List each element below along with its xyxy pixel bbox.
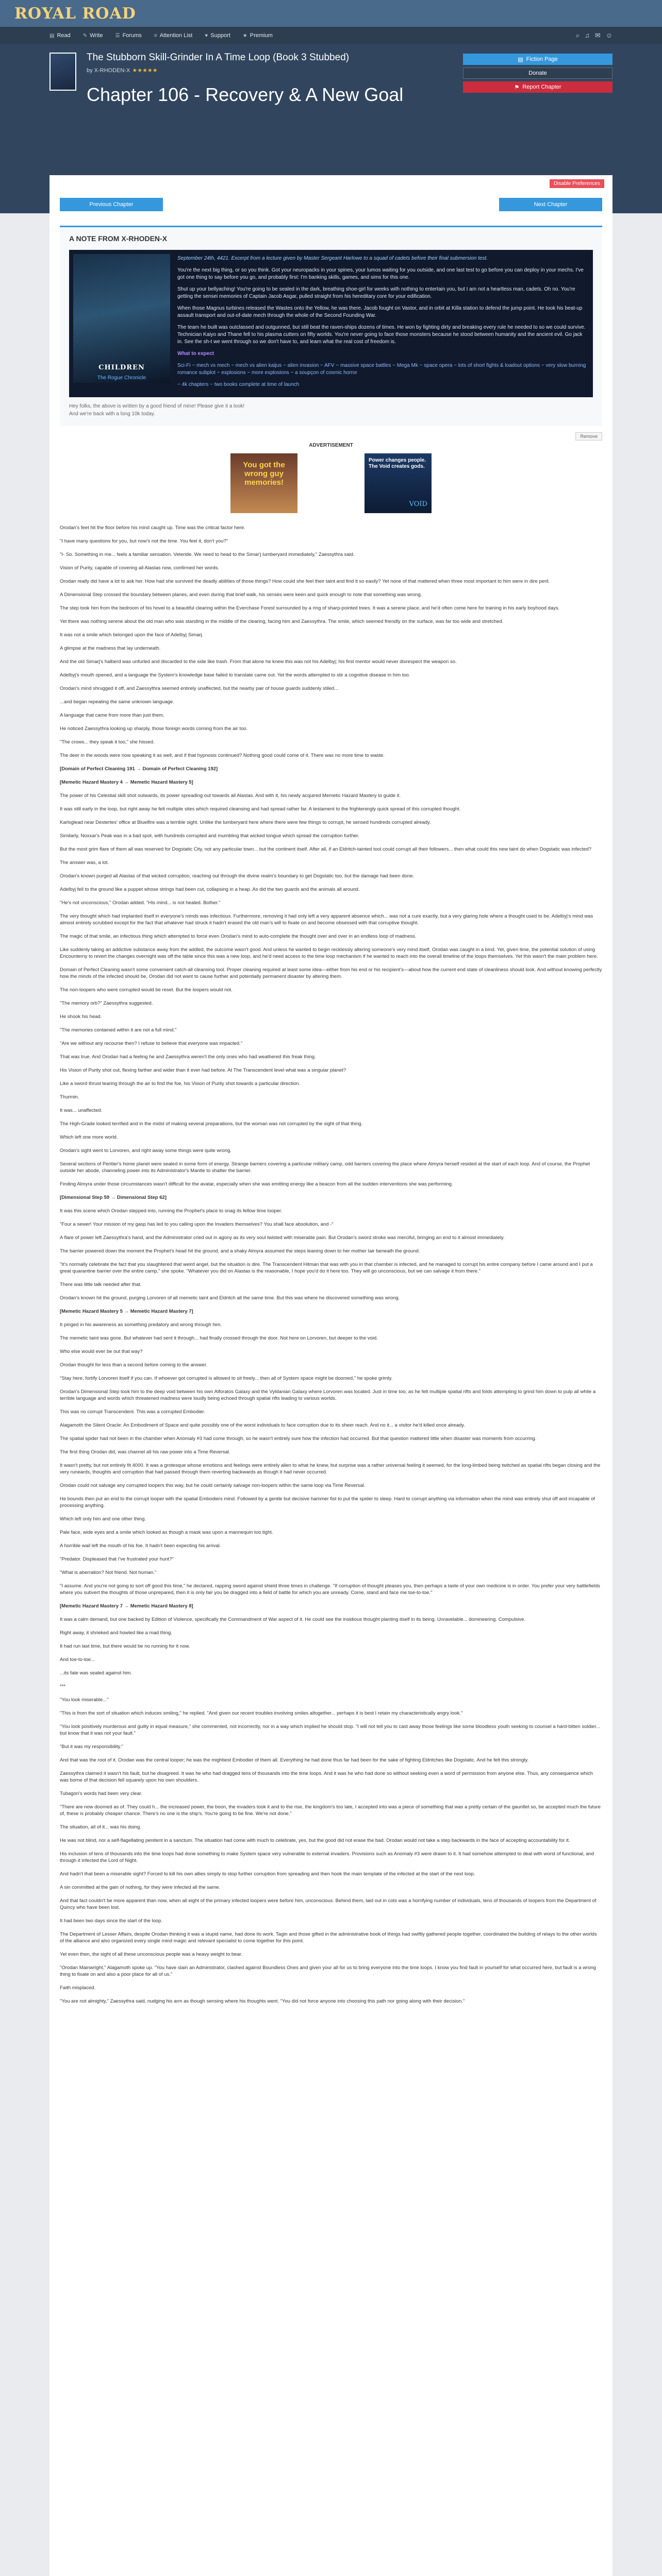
story-paragraph: Orodan's known purged all Alastas of that wicked corruption, reaching out through the divine realm's boundary to get Dogstatic too, but the damage had been done. [60,873,415,879]
story-paragraph: Orodan's mind shrugged it off, and Zaessythra seemed entirely unaffected, but the nearby pair of house guards suddenly stiled... [60,686,339,691]
star-icon: ★ [242,32,247,39]
story-paragraph: The memetic taint was gone. But whatever had sent it through... had finally crossed through the door. Not here on Lorvoren, but deeper to the void. [60,1335,378,1341]
story-paragraph: Right away, it shrieked and howled like a mad thing. [60,1630,172,1636]
story-paragraph: "Orodan Mainwright," Alagamoth spoke up. "You have slain an Administrator, clashed against Boundless Ones and given your all for us to bring everyone into the time loops. I know you find fault in yourself for what occurred here, but fault is a wrong thing to fixate on and also a poor place for all of us." [60,1965,597,1977]
story-paragraph: "I have many questions for you, but now's not the time. You feel it, don't you?" [60,538,228,544]
story-paragraph: Thurmin. [60,1094,79,1100]
story-paragraph: That was true. And Orodan had a feeling he and Zaessythra weren't the only ones who had weathered this freak thing. [60,1054,316,1060]
story-paragraph: But the most grim flare of them all was reserved for Dogstatic City, not any particular town... but the continent itself. After all, if an Eldritch-tainted tool could corrupt all their followers... then what could this new taint do when Dogstatic was infected? [60,846,592,852]
site-logo[interactable]: ROYAL ROAD [14,4,136,23]
story-paragraph: He noticed Zaessythra looking up sharply, those foreign words coming from the air too. [60,726,248,732]
story-paragraph: The first thing Orodan did, was channel all his raw power into a Time Reversal. [60,1449,230,1455]
nav-write[interactable]: ✎ Write [82,32,103,39]
story-paragraph: Orodan thought for less than a second before coming to the answer. [60,1362,208,1368]
chat-icon: ☰ [115,32,120,39]
fiction-page-button[interactable]: ▤ Fiction Page [463,54,613,65]
site-header [0,0,662,27]
story-paragraph: The Department of Lesser Affairs, despite Orodan thinking it was a stupid name, had done its work. Tagin and those gifted in the administrative book of things had swiftly gathered people together, coordinated the building of relays to the other worlds of the alliance and also organized every single mind magic and relevant specialist to come together for this point. [60,1931,597,1944]
main-nav [0,27,662,44]
chapter-content [49,175,613,2576]
story-paragraph: A Dimensional Step crossed the boundary between planes, and even during that brief walk, his senses were keen and quick enough to note that something was wrong. [60,592,422,598]
story-paragraph: It wasn't pretty, but not entirely fit 4000. It was a grotesque whose emotions and feelings were entirely alien to what he knew, but surprise was a rather universal feeling it seemed, for the long-limbed being twitched as spatial rifts began closing and the very runeards, thoughts and corruption that had passed through them reverting backwards as though it had never occurred. [60,1463,601,1475]
next-chapter-button[interactable]: Next Chapter [499,198,602,211]
story-paragraph: The power of his Celestial skill shot outwards, its power spreading out towards all Alastas. And with it, his newly acquired Memetic Hazard Mastery to guide it. [60,793,401,799]
story-paragraph: [Memetic Hazard Mastery 4 → Memetic Hazard Mastery 5] [60,779,193,785]
author-note: A NOTE FROM X-RHODEN-X CHILDREN The Rogue Chronicle September 24th, 4421. Excerpt from a lecture given by Master Sergeant Harlowe to a squad of cadets before their final submersion test. You're the next big thing, or so you think. Got your neuropacks in your spines, your lumos waiting for you outside, and one last test to go before you can deploy in your mechs. I've got one thing to say before you go, and probably first: I'm banking skills, games, and sims for this one. Shut up your bellyaching! You're going to be sealed in the dark, breathing shoe-girl for weeks with nothing to entertain you, but I am not a heartless man, cadets. Oh no. You're getting the sensei memories of Captain Jacob Asgar, pulled straight from his hereditary core for your edification. When those Magnus turbines released the Wastes onto the Yellow, he was there. Jacob fought on Vastor, and in orbit at Killa station to defend the jump point. He took his beat-up assault transport and out-of-date mech through the whole of the Second Founding War. The team he built was outclassed and outgunned, but still beat the raven-ships dozens of times. He won by fighting dirty and breaking every rule he needed to so we could survive. Technician Kaiyo and Thane fell to his plasma cutters on fifty worlds. You're never going to face those monsters because he stood between humanity and the ancient evil. Go jack in. See the sh-t we went through so we don't have to, and learn what the real cost of freedom is. What to expect Sci-Fi ~ mech vs mech ~ mech vs alien kaijus ~ alien invasion ~ AFV ~ massive space battles ~ Mega Mk ~ space opera ~ lots of short fights & loadout options ~ very slow burning romance subplot ~ explosions ~ more explosions ~ a soupçon of cosmic horror ~ 4k chapters ~ two books complete at time of launch Hey folks, the above is written by a good friend of mine! Please give it a look! And we're back with a long 10k today. [60,226,602,426]
story-paragraph: The spatial spider had not been in the chamber when Anomaly #3 had come through, so he wasn't entirely sure how the infection had occurred. But that question mattered little when disaster was moments from occurring. [60,1436,537,1442]
story-paragraph: [Domain of Perfect Cleaning 191 → Domain of Perfect Cleaning 192] [60,766,218,772]
story-paragraph: "You are not almighty," Zaessythra said, nudging his arm as though sensing where his thoughts went. "You did not force anyone into choosing this path nor going along with their decision." [60,1998,465,2004]
story-paragraph: ...its fate was sealed against him. [60,1670,132,1676]
donate-button[interactable]: Donate [463,67,613,79]
story-paragraph: He shook his head. [60,1014,102,1020]
story-paragraph: "The crows... they speak it too," she hissed. [60,739,155,745]
story-paragraph: This was no corrupt Transcendent. This was a corrupted Embodier. [60,1409,205,1415]
story-paragraph: Like suddenly taking an addictive substance away from the addled, the outcome wasn't good. And unless he wanted to begin recklessly altering someone's very mind itself, Orodan was caught in a bind. Yet, given time, the potential solution of using Encounterny to revert the changes overnight was off the table since this was a new loop, and he'd need access to the time loop mechanism if he wanted to reach into the overall timeline of the loops themselves. Yet this wasn't the main problem here. [60,947,598,959]
story-paragraph: Orodan really did have a lot to ask her. How had she survived the deadly abilities of those things? How could she feel their taint and find it so easily? Yet none of that mattered when three most important to him were in dire peril. [60,579,550,584]
story-paragraph: The answer was, a lot. [60,860,109,866]
story-paragraph: "I assume. And you're not going to sort off good this time," he declared, rapping sword against shield three times in challenge. "If corruption of thought pleases you, then perhaps a taste of your own medicine is in order. You prefer your very battlefields where you subvert the thoughts of those unprepared, then it is only fair you be dragged into a field of battle for which you are unready. Come, stand and face me toe-to-toe." [60,1583,600,1596]
story-paragraph: *** [60,1684,66,1689]
story-paragraph: Adelbyj's mouth opened, and a language the System's knowledge base failed to translate came out. Yet the words attempted to stir a cognitive disease in him too. [60,672,410,678]
story-paragraph: It was this scene which Orodan stepped into, running the Prophet's place to snag its fellow time looper. [60,1208,283,1214]
story-paragraph: Pale face, wide eyes and a smile which looked as though a mask was upon a mannequin too tight. [60,1530,273,1535]
story-paragraph: Which left one more world. [60,1134,118,1140]
nav-premium[interactable]: ★ Premium [242,32,273,39]
story-paragraph: Orodan's Dimensional Step took him to the deep void between his own Alforatos Galaxy and the Vyldanian Galaxy where Lorvoren was located. Just in time too, as he felt multiple spatial rifts and folds attempting to grind him down to pulp all while a terrible language and words which threatened madness were loudly being echoed through spatial rifts leading to various worlds. [60,1389,596,1401]
fiction-title[interactable]: The Stubborn Skill-Grinder In A Time Loop (Book 3 Stubbed) [87,52,350,63]
story-paragraph: The barrier powered down the moment the Prophet's head hit the ground, and a shaky Almyra assumed the steps leaning down to her mother Iair beneath the ground. [60,1248,420,1254]
advertisement-right[interactable]: Power changes people. The Void creates gods. VOID [365,453,432,513]
story-paragraph: "This is from the sort of situation which induces smiling," he replied. "And given our recent troubles involving smiles altogether... perhaps it is best I retain my characteristically angry look." [60,1710,463,1716]
nav-read[interactable]: ▤ Read [49,32,71,39]
mail-icon[interactable]: ✉ [594,31,601,39]
story-paragraph: It was... unaffected. [60,1108,103,1113]
story-paragraph: "You look miserable..." [60,1697,109,1703]
story-paragraph: It was not a smile which belonged upon the face of Adelbyj Simarj. [60,632,204,638]
story-paragraph: He was not blind, nor a self-flagellating penitent in a sanctum. The situation had come with much to celebrate, yes, but the good did not erase the bad. Orodan would not take a step backwards in the face of accepting accountability for it. [60,1838,570,1843]
story-paragraph: And toe-to-toe... [60,1657,95,1663]
chapter-text [49,513,613,2005]
book-cover-image[interactable]: CHILDREN The Rogue Chronicle [73,254,170,383]
fiction-cover[interactable] [49,53,76,91]
story-paragraph: "The memory orb?" Zaessythra suggested. [60,1001,153,1006]
story-paragraph: "He's not unconscious," Orodan added. "His mind... is not healed. Bother." [60,900,221,906]
story-paragraph: It was a calm demand, but one backed by Edition of Violence, specifically the Commandment of War aspect of it. He could see the insidious thought planting itself in its being. Unravelable... domineering. Compulsive. [60,1617,525,1622]
story-paragraph: "But it was my responsibility." [60,1744,123,1750]
story-paragraph: Karlsglead near Destertes' office at Bluelfire was a terrible sight. Unlike the lumberyard here where there were few things to corrupt, he sensed hundreds corrupted already. [60,820,431,825]
user-icon[interactable]: ☺ [605,31,613,39]
report-chapter-button[interactable]: ⚑ Report Chapter [463,81,613,93]
story-paragraph: Faith misplaced. [60,1985,96,1991]
story-paragraph: Orodan's known hit the ground, purging Lorvoren of all memetic taint and Eldritch all the same time. But this was where he discovered something was wrong. [60,1295,400,1301]
story-paragraph: Vision of Purity, capable of covering all Alastas now, confirmed her words. [60,565,220,571]
story-paragraph: Zaessythra claimed it wasn't his fault, but he disagreed. It was he who had dragged tens of thousands into the time loops. And it was he who had done so without seeking even a word of permission from anyone else. Thus, any consequence which was borne of that decision fell squarely upon his own shoulders. [60,1771,593,1783]
story-paragraph: It had been two days since the start of the loop. [60,1918,163,1924]
flag-icon: ⚑ [514,84,520,91]
story-paragraph: And that was the root of it. Orodan was the central looper; he was the mightiest Embodier of them all. Everything he had done thus far had been for the sake of fighting Eldritches like Dogstatic. And he felt this strongly. [60,1757,529,1763]
story-paragraph: [Memetic Hazard Mastery 5 → Memetic Hazard Mastery 7] [60,1309,193,1314]
search-icon[interactable]: ⌕ [575,31,580,39]
nav-support[interactable]: ♥ Support [205,32,230,39]
story-paragraph: And that fact couldn't be more apparent than now, when all eight of the primary infected loopers were before him, unconscious. Behind them, laid out in cots was a horrifying number of individuals, tens of thousands of loopers from the Department of Quincy who have been lost. [60,1898,597,1910]
story-paragraph: And the old Simarj's halberd was unfurled and discarded to the side like trash. From that alone he knew this was not his Adelbyj; his first mentor would never disrespect the weapon so. [60,659,457,665]
chapter-title: Chapter 106 - Recovery & A New Goal [87,84,404,105]
author-note-text: September 24th, 4421. Excerpt from a lecture given by Master Sergeant Harlowe to a squad of cadets before their final submersion test. You're the next big thing, or so you think. Got your neuropacks in your spines, your lumos waiting for you outside, and one last test to go before you can deploy in your mechs. I've got one thing to say before you go, and probably first: I'm banking skills, games, and sims for this one. Shut up your bellyaching! You're going to be sealed in the dark, breathing shoe-girl for weeks with nothing to entertain you, but I am not a heartless man, cadets. Oh no. You're getting the sensei memories of Captain Jacob Asgar, pulled straight from his hereditary core for your edification. When those Magnus turbines released the Wastes onto the Yellow, he was there. Jacob fought on Vastor, and in orbit at Killa station to defend the jump point. He took his beat-up assault transport and out-of-date mech through the whole of the Second Founding War. The team he built was outclassed and outgunned, but still beat the raven-ships dozens of times. He won by fighting dirty and breaking every rule he needed to so we could survive. Technician Kaiyo and Thane fell to his plasma cutters on fifty worlds. You're never going to face those monsters because he stood between humanity and the ancient evil. Go jack in. See the sh-t we went through so we don't have to, and learn what the real cost of freedom is. What to expect Sci-Fi ~ mech vs mech ~ mech vs alien kaijus ~ alien invasion ~ AFV ~ massive space battles ~ Mega Mk ~ space opera ~ lots of short fights & loadout options ~ very slow burning romance subplot ~ explosions ~ more explosions ~ a soupçon of cosmic horror ~ 4k chapters ~ two books complete at time of launch [177,256,586,387]
story-paragraph: "You look positively murderous and guilty in equal measure," she commented, not incorrectly, nor in a way which implied he should stop. "I will not tell you to cast away those feelings like some bloodless youth seeking to counsel a hard-bitten soldier... but know that it was not your fault." [60,1724,600,1736]
story-paragraph: ...and began repeating the same unknown language. [60,699,174,705]
story-paragraph: Finding Almyra under those circumstances wasn't difficult for the avatar, especially when she was emitting energy like a beacon from all the sudden interventions she was performing. [60,1181,453,1187]
story-paragraph: A language that came from more than just them. [60,713,164,718]
list-icon: ≡ [154,32,157,39]
story-paragraph: Orodan's sight went to Lorvoren, and right away some things were quite wrong. [60,1148,231,1154]
story-paragraph: Like a sword thrust tearing through the air to find the foe, his Vision of Purity shot towards a particular direction. [60,1081,301,1087]
story-paragraph: A glimpse at the madness that lay underneath. [60,646,161,651]
story-paragraph: The step took him from the bedroom of his hovel to a beautiful clearing within the Everchase Forest surrounded by a ring of sharp-pointed trees. It was a serene place, and he'd often come here for training in his early boyhood days. [60,605,560,611]
story-paragraph: "There are now doomed as of. They could h... the increased power, the boon, the invaders took it and to the rise, the kingdom's too late, I accepted into was a piece of something that was a pretty certain of the gauntlet so, be accepted much the future of, these is probably cheaper chance. There's no one is the ship's. You're going to be fine. We're not done." [60,1804,601,1817]
story-paragraph: The deer in the woods were now speaking it as well, and if that hypnosis continued? Nothing good could come of it. There was no more time to waste. [60,753,385,758]
story-paragraph: Alagamoth the Silent Oracle: An Embodiment of Space and quite possibly one of the worst individuals to face corruption due to its sheer reach. And no it... a visitor he'd killed once already. [60,1422,465,1428]
story-paragraph: Domain of Perfect Cleaning wasn't some convenient catch-all cleansing tool. Proper cleaning required at least some idea—either from his end or his recipient's—about how the current end state of cleanliness should look. And without knowing perfectly how the minds of the infected should be, Orodan did not want to cause further and potentially permanent disaster by altering them. [60,967,602,979]
story-paragraph: [Memetic Hazard Mastery 7 → Memetic Hazard Mastery 8] [60,1603,193,1609]
pencil-icon: ✎ [82,32,88,39]
story-paragraph: Orodan's feet hit the floor before his mind caught up. Time was the critical factor here. [60,525,245,531]
story-paragraph: A horrible wail left the mouth of his foe. It hadn't been expecting his arrival. [60,1543,221,1549]
story-paragraph: "Predator. Displeased that I've frustrated your hunt?" [60,1556,174,1562]
story-paragraph: His inclusion of tens of thousands into the time loops had done something to make System space very vulnerable to external invaders. Provisions such as Anomaly #3 were drawn to it. It had somehow attempted to deal with worst of functional, and through it infected the Lord of Night. [60,1851,594,1863]
story-paragraph: Yet even then, the sight of all these unconscious people was a heavy weight to bear. [60,1952,243,1957]
bell-icon[interactable]: ♫ [585,31,590,39]
story-paragraph: Orodan could not salvage any corrupted loopers this way, but he could certainly salvage non-loopers within the same loop via Time Reversal. [60,1483,366,1488]
story-paragraph: Adelbyj fell to the ground like a puppet whose strings had been cut, collapsing in a heap. As did the two guards and the animals all around. [60,887,360,892]
previous-chapter-button[interactable]: Previous Chapter [60,198,163,211]
story-paragraph: Tubagon's words had been very clear. [60,1791,142,1797]
story-paragraph: It pinged in his awareness as something predatory and wrong through him. [60,1322,222,1328]
nav-forums[interactable]: ☰ Forums [115,32,142,39]
story-paragraph: "I- So. Something in me... feels a familiar sensation. Veteride. We need to head to the Simar'j lumberyard immediately," Zaessythra said. [60,552,355,557]
story-paragraph: Several sections of Pentier's home planet were sealed in some form of energy. Strange barriers covering a particular military camp, odd barriers covering the place where Almyra herself resided at the start of each loop. And of course, the Prophet outside her abode, channeling power into its Administrator's Mantle to shatter the barrier. [60,1161,590,1174]
advertisement-label: ADVERTISEMENT [309,443,353,448]
story-paragraph: And hadn't that been a miserable sight? Forced to kill his own allies simply to stop further corruption from spreading and then hook the main template of the infected at the start of the next loop. [60,1871,475,1877]
preferences-badge[interactable]: Disable Preferences [550,179,604,188]
heart-icon: ♥ [205,32,208,39]
story-paragraph: "Four a sewer! Your mission of my gasp has led to you calling upon the Invaders themselves? You shall face absolution, and -" [60,1222,334,1227]
nav-attention-list[interactable]: ≡ Attention List [154,32,193,39]
story-paragraph: Which left only him and one other thing. [60,1516,146,1522]
story-paragraph: It had run last time, but there would be no running for it now. [60,1643,190,1649]
story-paragraph: Yet there was nothing serene about the old man who was standing in the middle of the clearing, facing him and Zaessythra. The smile, which seemed friendly on the surface, was far too wide and stretched. [60,619,504,624]
book-icon: ▤ [49,32,55,39]
story-paragraph: A sin committed at the gain of nothing, for they were infected all the same. [60,1885,221,1890]
author-note-title: A NOTE FROM X-RHODEN-X [69,234,168,243]
story-paragraph: "It's normally celebrate the fact that you slaughtered that weird angel, but the situation is dire. The Transcendent Hitman that was with you in that chamber is infected, and he managed to corrupt his entire company before I came around and I put a great quarantine barrier over the entire camp," she spoke. "Whatever you did on Alastas is the reasonable, I hope you'd do it here too. They will go unconscious, but we can salvage it from there." [60,1262,593,1274]
story-paragraph: The situation, all of it... was his doing. [60,1824,141,1830]
story-paragraph: "The memories contained within it are not a full mind." [60,1027,177,1033]
story-paragraph: His Vision of Purity shot out, flexing farther and wider than it ever had before. At The Transcendent level what was a singular planet? [60,1067,346,1073]
story-paragraph: The very thought which had implanted itself in everyone's minds was infectious. Furthermore, removing it had only left a very apparent absence which... was not a cure exactly, but a very glaring hole where a thought used to be. Adelbyj's mind was almost entirely scrubbed except for the fact that whatever had struck it hadn't erased the old man's will to fixate on and become obsessed with that corruptive thought. [60,913,593,926]
advertisement-left[interactable]: You got the wrong guy memories! [230,453,297,513]
story-paragraph: A flare of power left Zaessythra's hand, and the Administrator cried out in agony as its very soul twisted with miserable pain. But Orodan's sword stroke was merciful, bringing an end to it almost immediately. [60,1235,505,1241]
rating-stars-icon: ★★★★★ [132,67,158,74]
story-paragraph: Similarly, Noxxar's Peak was in a bad spot, with hundreds corrupted and mumbling that wicked tongue which spread the corruption further. [60,833,359,839]
story-paragraph: There was little talk needed after that. [60,1282,142,1287]
story-paragraph: "Stay here, fortify Lorvoren itself if you can. If whoever got corrupted is allowed to sit freely... then all of System space might be doomed," he spoke grimly. [60,1376,393,1381]
story-paragraph: The magic of that smile, an infectious thing which attempted to force even Orodan's mind to auto-complete the thought over and over in an endless loop of madness. [60,934,417,939]
book-icon: ▤ [518,56,523,63]
remove-ads-button[interactable]: Remove [575,432,602,440]
story-paragraph: He bounds then put an end to the corrupt looper with the spatial Embodiers mind. Followed by a gentle but decisive hammer fist to put the spider to sleep. Hard to corrupt anything via information when the mind was entirely shut off and incapable of processing anything. [60,1496,595,1509]
story-paragraph: Who else would ever be out that way? [60,1349,143,1354]
story-paragraph: It was still early in the loop, but right away he felt multiple sites which required cleansing and had spread rather far. A testament to the frighteningly quick spread of this corrupted thought. [60,806,461,812]
story-paragraph: "What is aberration? Not friend. Not human." [60,1570,157,1575]
story-paragraph: The High-Grade looked terrified and in the midst of making several preparations, but the woman was not corrupted by the sight of that thing. [60,1121,363,1127]
story-paragraph: [Dimensional Step 59 → Dimensional Step 62] [60,1195,167,1200]
story-paragraph: The non-loopers who were corrupted would be reset. But the loopers would not. [60,987,233,993]
story-paragraph: "Are we without any recourse then? I refuse to believe that everyone was impacted." [60,1041,243,1046]
fiction-author: by X-RHODEN-X ★★★★★ [87,67,158,74]
